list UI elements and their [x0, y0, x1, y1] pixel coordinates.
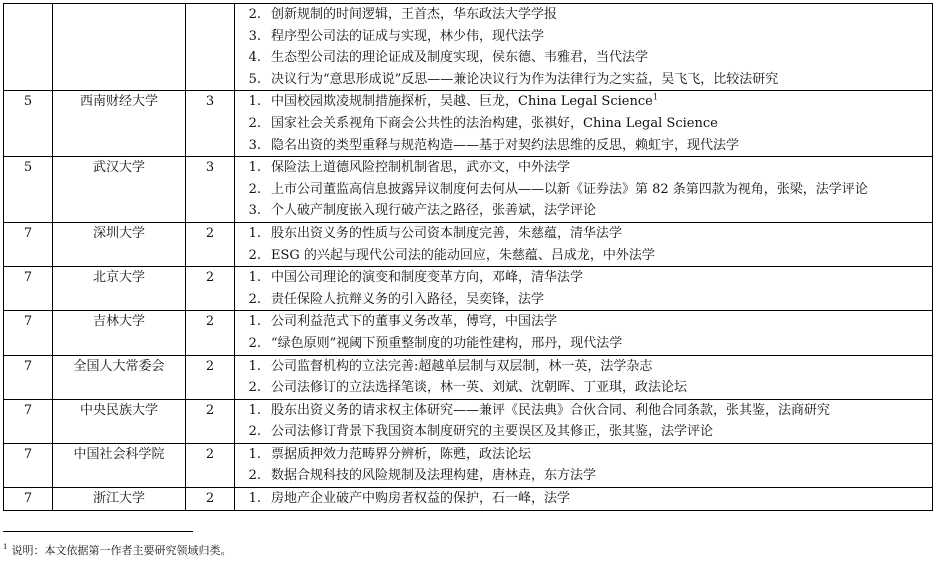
paper-citation — [271, 267, 932, 289]
count-cell — [186, 267, 235, 311]
paper-number: 2. — [248, 247, 261, 263]
paper-entry — [235, 245, 932, 267]
paper-citation-text: 公司法修订背景下我国资本制度研究的主要误区及其修正，张其鉴，法学评论 — [271, 424, 714, 440]
paper-entry — [235, 69, 932, 91]
institution-cell-text: 吉林大学 — [92, 314, 145, 330]
paper-citation-text: ESG 的兴起与现代公司法的能动回应，朱慈蕴、吕成龙，中外法学 — [271, 247, 655, 263]
paper-citation — [271, 377, 932, 399]
papers-cell — [235, 267, 933, 311]
papers-cell — [235, 488, 933, 511]
paper-entry — [235, 311, 932, 333]
institution-cell — [53, 399, 186, 443]
paper-citation-text: 数据合规科技的风险规制及法理构建，唐林垚，东方法学 — [271, 468, 597, 484]
paper-entry — [235, 465, 932, 487]
paper-number: 2. — [248, 7, 261, 22]
paper-citation — [271, 157, 932, 179]
paper-citation — [271, 4, 932, 26]
rank-cell — [4, 311, 53, 355]
paper-number: 1. — [248, 314, 261, 330]
count-cell — [186, 311, 235, 355]
count-cell-text: 2 — [205, 225, 215, 241]
count-cell — [186, 4, 235, 91]
rank-cell-text: 5 — [23, 160, 33, 176]
footnote-text: 说明：本文依据第一作者主要研究领域归类。 — [11, 544, 232, 557]
table-row — [4, 443, 933, 487]
paper-number: 5. — [248, 71, 261, 87]
paper-citation-text: 公司利益范式下的董事义务改革，傅穹，中国法学 — [271, 314, 558, 330]
paper-number: 3. — [248, 28, 261, 44]
paper-entry — [235, 488, 932, 510]
paper-entry — [235, 421, 932, 443]
paper-entry — [235, 444, 932, 466]
table-row — [4, 311, 933, 355]
institution-cell-text: 浙江大学 — [92, 491, 145, 507]
paper-entry — [235, 356, 932, 378]
paper-citation-text: 决议行为“意思形成说”反思——兼论决议行为作为法律行为之实益，吴飞飞，比较法研究 — [271, 71, 779, 87]
paper-entry — [235, 26, 932, 48]
count-cell — [186, 222, 235, 266]
paper-citation-text: 股东出资义务的性质与公司资本制度完善，朱慈蕴，清华法学 — [271, 225, 623, 241]
rank-cell-text: 7 — [23, 446, 33, 462]
institution-cell-text: 全国人大常委会 — [73, 358, 165, 374]
institution-cell — [53, 311, 186, 355]
paper-number: 2. — [248, 181, 261, 197]
paper-entry — [235, 47, 932, 69]
count-cell-text: 2 — [205, 358, 215, 374]
table-row — [4, 355, 933, 399]
rank-cell-text: 7 — [23, 270, 33, 286]
paper-entry — [235, 377, 932, 399]
paper-entry — [235, 113, 932, 135]
institution-cell — [53, 91, 186, 157]
paper-number: 1. — [248, 270, 261, 286]
paper-entry — [235, 333, 932, 355]
count-cell — [186, 157, 235, 223]
rank-cell — [4, 399, 53, 443]
table-row — [4, 91, 933, 157]
count-cell-text: 3 — [205, 94, 215, 110]
paper-citation-text: 上市公司董监高信息披露异议制度何去何从——以新《证券法》第 82 条第四款为视角，张梁，法学评论 — [271, 181, 868, 197]
paper-citation-text: 公司法修订的立法选择笔谈，林一英、刘斌、沈朝晖、丁亚琪，政法论坛 — [271, 380, 688, 396]
paper-number: 3. — [248, 203, 261, 219]
paper-citation — [271, 421, 932, 443]
paper-entry — [235, 157, 932, 179]
rank-cell-text: 7 — [23, 402, 33, 418]
paper-citation-text: 隐名出资的类型重释与规范构造——基于对契约法思维的反思，赖虹宇，现代法学 — [271, 137, 740, 153]
paper-citation — [271, 488, 932, 510]
paper-entry — [235, 135, 932, 157]
paper-citation — [271, 135, 932, 157]
paper-citation-text: 保险法上道德风险控制机制省思，武亦文，中外法学 — [271, 160, 571, 176]
paper-number: 1. — [248, 491, 261, 507]
rank-cell — [4, 157, 53, 223]
count-cell — [186, 399, 235, 443]
paper-citation-text: 票据质押效力范畴界分辨析，陈甦，政法论坛 — [271, 446, 532, 462]
rank-cell-text: 7 — [23, 314, 33, 330]
rank-cell — [4, 355, 53, 399]
paper-number: 1. — [248, 160, 261, 176]
table-row — [4, 157, 933, 223]
paper-number: 2. — [248, 424, 261, 440]
count-cell-text: 2 — [205, 446, 215, 462]
institution-cell — [53, 157, 186, 223]
institution-cell — [53, 4, 186, 91]
table-row — [4, 267, 933, 311]
paper-citation-text: 股东出资义务的请求权主体研究——兼评《民法典》合伙合同、利他合同条款，张其鉴，法商研究 — [271, 402, 831, 418]
rank-cell — [4, 222, 53, 266]
paper-citation — [271, 179, 932, 201]
count-cell — [186, 488, 235, 511]
count-cell — [186, 91, 235, 157]
institution-cell-text: 武汉大学 — [92, 160, 145, 176]
paper-entry — [235, 4, 932, 26]
paper-citation — [271, 47, 932, 69]
count-cell-text: 2 — [205, 491, 215, 507]
paper-number: 2. — [248, 468, 261, 484]
papers-cell — [235, 311, 933, 355]
paper-number: 1. — [248, 358, 261, 374]
paper-citation — [271, 245, 932, 267]
paper-number: 2. — [248, 115, 261, 131]
footnote-mark: 1 — [3, 543, 8, 552]
paper-number: 1. — [248, 402, 261, 418]
institution-cell-text: 西南财经大学 — [79, 94, 158, 110]
paper-citation — [271, 223, 932, 245]
paper-citation-text: 生态型公司法的理论证成及制度实现，侯东德、韦雅君，当代法学 — [271, 50, 649, 66]
paper-number: 4. — [248, 50, 261, 66]
count-cell-text: 2 — [205, 270, 215, 286]
paper-citation-text: 中国公司理论的演变和制度变革方向，邓峰，清华法学 — [271, 270, 584, 286]
paper-number: 3. — [248, 137, 261, 153]
paper-entry — [235, 400, 932, 422]
institution-cell — [53, 488, 186, 511]
institution-cell-text: 深圳大学 — [92, 225, 145, 241]
papers-cell — [235, 355, 933, 399]
paper-number: 2. — [248, 380, 261, 396]
count-cell-text: 3 — [205, 160, 215, 176]
paper-citation-text: “绿色原则”视阈下预重整制度的功能性建构，邢丹，现代法学 — [271, 335, 623, 351]
papers-cell — [235, 399, 933, 443]
paper-citation-text: 责任保险人抗辩义务的引入路径，吴奕锋，法学 — [271, 291, 545, 307]
institution-cell-text: 中国社会科学院 — [73, 446, 165, 462]
footnote-reference: 1 — [652, 93, 658, 103]
paper-entry — [235, 179, 932, 201]
paper-citation — [271, 333, 932, 355]
paper-citation-text: 国家社会关系视角下商会公共性的法治构建，张祺好，China Legal Science — [271, 115, 718, 131]
institution-cell — [53, 443, 186, 487]
footnote — [3, 542, 231, 558]
paper-entry — [235, 267, 932, 289]
paper-citation — [271, 444, 932, 466]
papers-cell — [235, 91, 933, 157]
rank-cell — [4, 91, 53, 157]
paper-citation — [271, 113, 932, 135]
papers-cell — [235, 157, 933, 223]
rank-cell — [4, 443, 53, 487]
count-cell-text: 2 — [205, 314, 215, 330]
table-row — [4, 4, 933, 91]
paper-number: 1. — [248, 446, 261, 462]
rank-cell-text: 7 — [23, 225, 33, 241]
paper-citation-text: 中国校园欺凌规制措施探析，吴越、巨龙，China Legal Science — [271, 94, 653, 110]
paper-citation — [271, 465, 932, 487]
paper-number: 2. — [248, 291, 261, 307]
rank-cell-text: 5 — [23, 94, 33, 110]
paper-citation-text: 创新规制的时间逻辑，王首杰，华东政法大学学报 — [271, 7, 558, 22]
paper-citation-text: 房地产企业破产中购房者权益的保护，石一峰，法学 — [271, 491, 571, 507]
paper-number: 1. — [248, 94, 261, 110]
table-row — [4, 488, 933, 511]
paper-citation-text: 公司监督机构的立法完善:超越单层制与双层制，林一英，法学杂志 — [271, 358, 653, 374]
count-cell — [186, 443, 235, 487]
paper-citation — [271, 356, 932, 378]
papers-cell — [235, 443, 933, 487]
papers-cell — [235, 4, 933, 91]
paper-entry — [235, 91, 932, 113]
papers-cell — [235, 222, 933, 266]
table-row — [4, 399, 933, 443]
paper-citation — [271, 311, 932, 333]
rank-cell — [4, 267, 53, 311]
paper-citation — [271, 69, 932, 91]
table-row — [4, 222, 933, 266]
paper-entry — [235, 223, 932, 245]
paper-entry — [235, 200, 932, 222]
ranking-table — [3, 3, 933, 511]
paper-entry — [235, 289, 932, 311]
ranking-table-body — [4, 4, 933, 511]
institution-cell-text: 北京大学 — [92, 270, 145, 286]
footnote-divider — [3, 531, 193, 532]
count-cell-text: 2 — [205, 402, 215, 418]
paper-number: 1. — [248, 225, 261, 241]
paper-citation — [271, 200, 932, 222]
institution-cell-text: 中央民族大学 — [79, 402, 158, 418]
institution-cell — [53, 355, 186, 399]
paper-citation-text: 个人破产制度嵌入现行破产法之路径，张善斌，法学评论 — [271, 203, 597, 219]
paper-number: 2. — [248, 335, 261, 351]
rank-cell — [4, 4, 53, 91]
institution-cell — [53, 222, 186, 266]
paper-citation — [271, 91, 932, 113]
rank-cell — [4, 488, 53, 511]
paper-citation-text: 程序型公司法的证成与实现，林少伟，现代法学 — [271, 28, 545, 44]
paper-citation — [271, 400, 932, 422]
rank-cell-text: 7 — [23, 358, 33, 374]
rank-cell-text: 7 — [23, 491, 33, 507]
paper-citation — [271, 26, 932, 48]
paper-citation — [271, 289, 932, 311]
count-cell — [186, 355, 235, 399]
institution-cell — [53, 267, 186, 311]
